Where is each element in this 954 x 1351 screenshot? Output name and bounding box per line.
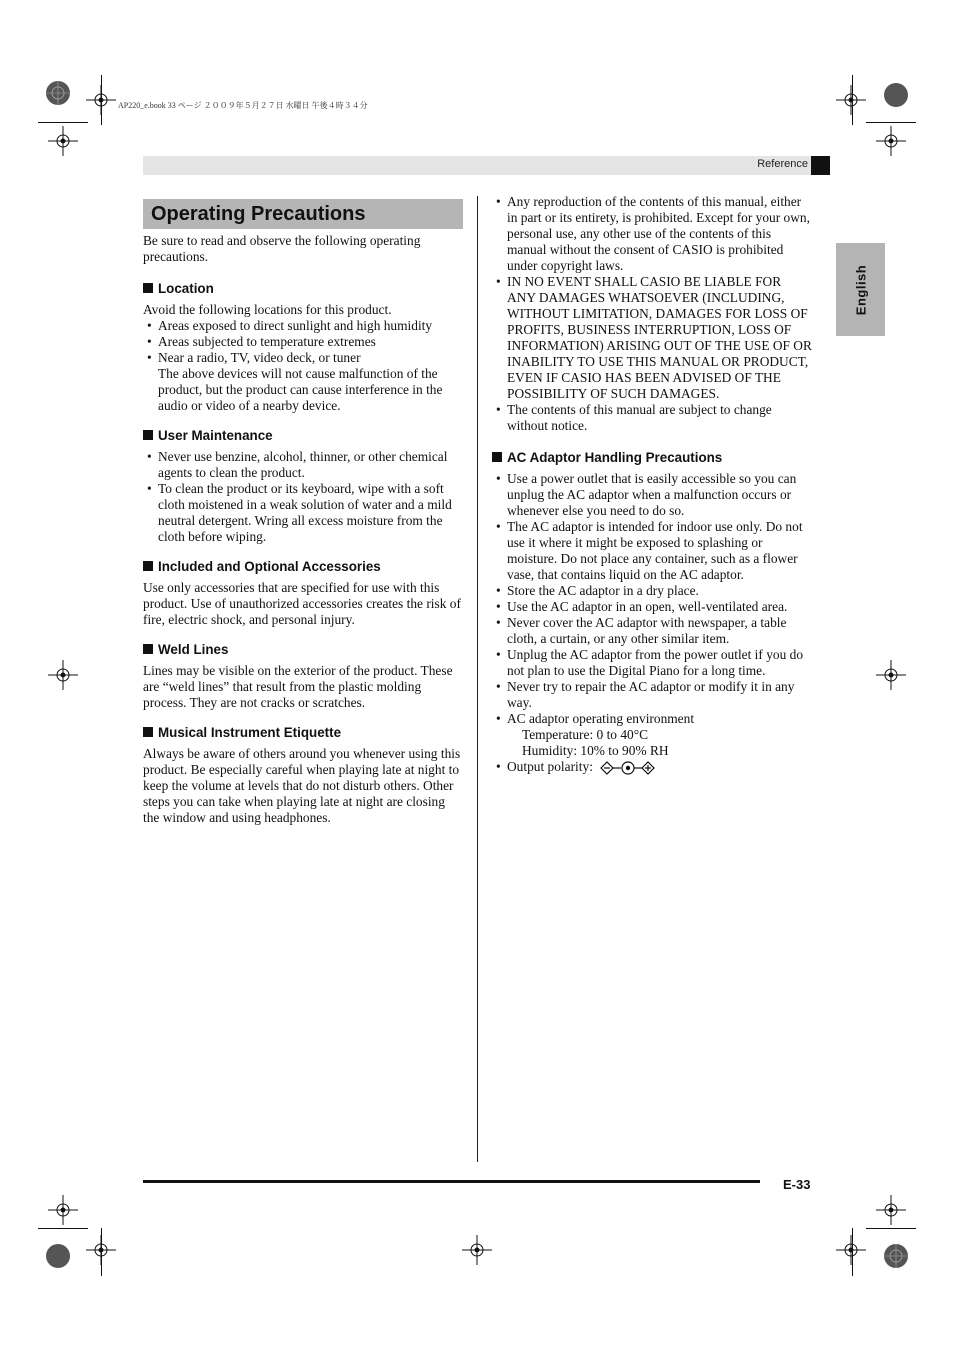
trim-line: [866, 122, 916, 123]
maintenance-section: [143, 428, 463, 545]
page-title: Operating Precautions: [143, 199, 463, 229]
crosshair-icon: [836, 1235, 866, 1265]
adaptor-heading: AC Adaptor Handling Precautions: [492, 450, 812, 466]
list-item: • Never try to repair the AC adaptor or modify it in any way.: [492, 679, 812, 711]
language-tab: [836, 243, 885, 336]
registration-target-top-right: [883, 82, 909, 108]
page-number: E-33: [783, 1177, 811, 1192]
square-bullet-icon: [143, 430, 153, 440]
list-item: • IN NO EVENT SHALL CASIO BE LIABLE FOR ANY DAMAGES WHATSOEVER (INCLUDING, WITHOUT LIMITATION, DAMAGES FOR LOSS OF PROFITS, BUSINESS INTERRUPTION, LOSS OF INFORMATION) ARISING OUT OF THE USE OF OR INABILITY TO USE THIS MANUAL OR PRODUCT, EVEN IF CASIO HAS BEEN ADVISED OF THE POSSIBILITY OF SUCH DAMAGES.: [492, 274, 812, 402]
crosshair-icon: [48, 660, 78, 690]
list-item: • AC adaptor operating environment Temperature: 0 to 40°C Humidity: 10% to 90% RH: [492, 711, 812, 759]
column-divider: [477, 196, 478, 1162]
list-item: • Unplug the AC adaptor from the power outlet if you do not plan to use the Digital Piano for a long time.: [492, 647, 812, 679]
location-heading: Location: [143, 281, 463, 297]
trim-line: [38, 122, 88, 123]
list-item: • Use the AC adaptor in an open, well-ventilated area.: [492, 599, 812, 615]
square-bullet-icon: [143, 727, 153, 737]
copyright-section: [492, 194, 812, 434]
weld-section: [143, 642, 463, 711]
crosshair-icon: [836, 85, 866, 115]
registration-target-bottom-right: [883, 1243, 909, 1269]
trim-line: [852, 75, 853, 125]
list-item: • The AC adaptor is intended for indoor use only. Do not use it where it might be exposed to splashing or moisture. Do not place any container, such as a flower vase, that contains liquid on the AC adaptor.: [492, 519, 812, 583]
weld-text: Lines may be visible on the exterior of the product. These are “weld lines” that result from the plastic molding process. They are not cracks or scratches.: [143, 663, 453, 710]
copyright-list: [492, 194, 812, 434]
trim-line: [38, 1228, 88, 1229]
adaptor-list: [492, 471, 812, 780]
list-item: • Store the AC adaptor in a dry place.: [492, 583, 812, 599]
accessories-text: Use only accessories that are specified for use with this product. Use of unauthorized accessories creates the risk of fire, electric shock, and personal injury.: [143, 580, 461, 627]
crosshair-icon: [462, 1235, 492, 1265]
list-item: • Near a radio, TV, video deck, or tuner The above devices will not cause malfunction of the product, but the product can cause interference in the audio or video of a nearby device.: [143, 350, 463, 414]
list-item: • Never use benzine, alcohol, thinner, or other chemical agents to clean the product.: [143, 449, 463, 481]
weld-heading: Weld Lines: [143, 642, 463, 658]
adaptor-section: [492, 450, 812, 780]
location-note: The above devices will not cause malfunction of the product, but the product can cause interference in the audio or video of a nearby device.: [158, 366, 443, 413]
list-item: • To clean the product or its keyboard, wipe with a soft cloth moistened in a weak solution of water and a mild neutral detergent. Wring all excess moisture from the cloth before wiping.: [143, 481, 463, 545]
trim-line: [101, 75, 102, 125]
section-marker: [811, 156, 830, 175]
file-info-note: AP220_e.book 33 ページ ２００９年５月２７日 水曜日 午後４時３４分: [118, 101, 368, 110]
maintenance-list: [143, 449, 463, 545]
square-bullet-icon: [143, 644, 153, 654]
trim-line: [101, 1228, 102, 1276]
registration-target-bottom-left: [45, 1243, 71, 1269]
registration-target-top-left: [45, 80, 71, 106]
trim-line: [852, 1228, 853, 1276]
environment-temperature: Temperature: 0 to 40°C: [522, 727, 649, 742]
accessories-heading: Included and Optional Accessories: [143, 559, 463, 575]
square-bullet-icon: [143, 561, 153, 571]
square-bullet-icon: [492, 452, 502, 462]
intro-text: Be sure to read and observe the following operating precautions.: [143, 233, 421, 264]
footer-rule: [143, 1180, 760, 1183]
language-tab-label: English: [853, 264, 868, 315]
location-section: [143, 281, 463, 414]
left-column: [143, 199, 463, 840]
list-item: • The contents of this manual are subject to change without notice.: [492, 402, 812, 434]
trim-line: [866, 1228, 916, 1229]
polarity-label: Output polarity:: [507, 759, 593, 774]
location-list: [143, 318, 463, 414]
etiquette-text: Always be aware of others around you whenever using this product. Be especially careful when playing late at night to keep the volume at levels that do not disturb others. Other steps you can take when playing late at night are closing the window and using headphones.: [143, 746, 461, 825]
list-item: [492, 759, 812, 780]
list-item: • Any reproduction of the contents of this manual, either in part or its entirety, is prohibited. Except for your own, personal use, any other use of the contents of this manual without the consent of CASIO is prohibited under copyright laws.: [492, 194, 812, 274]
list-item: • Areas subjected to temperature extremes: [143, 334, 463, 350]
list-item: • Never cover the AC adaptor with newspaper, a table cloth, a curtain, or any other similar item.: [492, 615, 812, 647]
list-item: • Use a power outlet that is easily accessible so you can unplug the AC adaptor when a malfunction occurs or whenever else you need to do so.: [492, 471, 812, 519]
polarity-symbol-icon: [599, 760, 657, 780]
accessories-section: [143, 559, 463, 628]
crosshair-icon: [48, 1195, 78, 1225]
crosshair-icon: [876, 1195, 906, 1225]
location-text: Avoid the following locations for this product.: [143, 302, 392, 317]
crosshair-icon: [876, 660, 906, 690]
etiquette-heading: Musical Instrument Etiquette: [143, 725, 463, 741]
crosshair-icon: [876, 126, 906, 156]
section-label: Reference: [757, 158, 808, 170]
square-bullet-icon: [143, 283, 153, 293]
etiquette-section: [143, 725, 463, 826]
maintenance-heading: User Maintenance: [143, 428, 463, 444]
section-bar: [143, 156, 811, 175]
environment-humidity: Humidity: 10% to 90% RH: [522, 743, 669, 758]
crosshair-icon: [48, 126, 78, 156]
right-column: [492, 194, 812, 794]
list-item: • Areas exposed to direct sunlight and high humidity: [143, 318, 463, 334]
